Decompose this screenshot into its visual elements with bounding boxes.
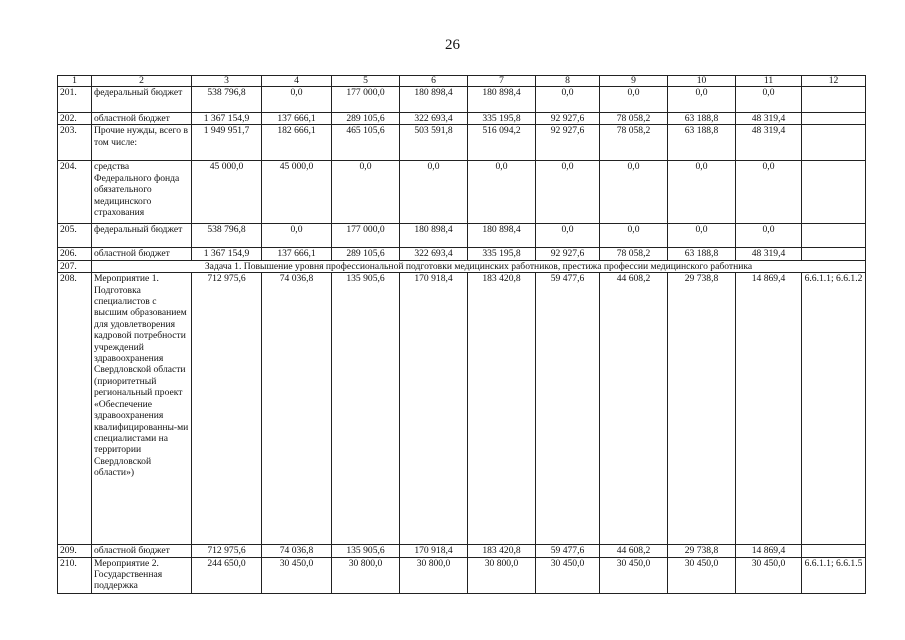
value-cell: 712 975,6 bbox=[192, 273, 262, 545]
value-cell: 30 450,0 bbox=[536, 557, 600, 593]
value-cell: 0,0 bbox=[736, 161, 802, 224]
row-label: Мероприятие 1. Подготовка специалистов с высшим образованием для удовлетворения кадровой потребности учреждений здравоохранения Свердловской области (приоритетный региональный проект «Обеспечение здравоохранения квалифицированны-ми специалистами на территории Свердловской области») bbox=[92, 273, 192, 545]
table-row bbox=[58, 161, 866, 224]
value-cell: 63 188,8 bbox=[668, 113, 736, 125]
task-row bbox=[58, 260, 866, 272]
page-number: 26 bbox=[445, 37, 460, 53]
value-cell: 30 800,0 bbox=[332, 557, 400, 593]
row-label: Мероприятие 2. Государственная поддержка bbox=[92, 557, 192, 593]
column-header: 7 bbox=[468, 76, 536, 87]
value-cell: 44 608,2 bbox=[600, 273, 668, 545]
row-number: 205. bbox=[58, 224, 92, 248]
value-cell: 465 105,6 bbox=[332, 125, 400, 161]
target-indicator: 6.6.1.1; 6.6.1.2 bbox=[802, 273, 866, 545]
value-cell: 14 869,4 bbox=[736, 273, 802, 545]
value-cell: 1 949 951,7 bbox=[192, 125, 262, 161]
value-cell: 177 000,0 bbox=[332, 224, 400, 248]
value-cell: 538 796,8 bbox=[192, 87, 262, 113]
value-cell: 44 608,2 bbox=[600, 545, 668, 557]
value-cell: 30 800,0 bbox=[468, 557, 536, 593]
value-cell: 45 000,0 bbox=[192, 161, 262, 224]
target-indicator bbox=[802, 161, 866, 224]
value-cell: 1 367 154,9 bbox=[192, 248, 262, 260]
value-cell: 48 319,4 bbox=[736, 248, 802, 260]
table-row bbox=[58, 87, 866, 113]
column-header: 9 bbox=[600, 76, 668, 87]
value-cell: 244 650,0 bbox=[192, 557, 262, 593]
column-header: 6 bbox=[400, 76, 468, 87]
row-number: 204. bbox=[58, 161, 92, 224]
value-cell: 63 188,8 bbox=[668, 248, 736, 260]
value-cell: 503 591,8 bbox=[400, 125, 468, 161]
row-label: федеральный бюджет bbox=[92, 87, 192, 113]
value-cell: 0,0 bbox=[468, 161, 536, 224]
value-cell: 92 927,6 bbox=[536, 113, 600, 125]
target-indicator bbox=[802, 248, 866, 260]
column-header: 5 bbox=[332, 76, 400, 87]
value-cell: 170 918,4 bbox=[400, 545, 468, 557]
target-indicator: 6.6.1.1; 6.6.1.5 bbox=[802, 557, 866, 593]
task-title: Задача 1. Повышение уровня профессиональной подготовки медицинских работников, престижа профессии медицинского работника bbox=[92, 260, 866, 272]
table-row bbox=[58, 273, 866, 545]
column-header: 10 bbox=[668, 76, 736, 87]
value-cell: 0,0 bbox=[536, 224, 600, 248]
value-cell: 30 450,0 bbox=[600, 557, 668, 593]
value-cell: 0,0 bbox=[668, 224, 736, 248]
value-cell: 516 094,2 bbox=[468, 125, 536, 161]
row-label: Прочие нужды, всего в том числе: bbox=[92, 125, 192, 161]
target-indicator bbox=[802, 224, 866, 248]
value-cell: 48 319,4 bbox=[736, 125, 802, 161]
value-cell: 59 477,6 bbox=[536, 273, 600, 545]
value-cell: 137 666,1 bbox=[262, 113, 332, 125]
row-label: средства Федерального фонда обязательного медицинского страхования bbox=[92, 161, 192, 224]
value-cell: 1 367 154,9 bbox=[192, 113, 262, 125]
value-cell: 177 000,0 bbox=[332, 87, 400, 113]
value-cell: 335 195,8 bbox=[468, 248, 536, 260]
table-row bbox=[58, 545, 866, 557]
column-header: 4 bbox=[262, 76, 332, 87]
column-header: 11 bbox=[736, 76, 802, 87]
row-number: 208. bbox=[58, 273, 92, 545]
table-row bbox=[58, 224, 866, 248]
column-header: 8 bbox=[536, 76, 600, 87]
value-cell: 29 738,8 bbox=[668, 273, 736, 545]
row-label: областной бюджет bbox=[92, 113, 192, 125]
column-header: 1 bbox=[58, 76, 92, 87]
value-cell: 183 420,8 bbox=[468, 545, 536, 557]
value-cell: 0,0 bbox=[736, 87, 802, 113]
row-label: федеральный бюджет bbox=[92, 224, 192, 248]
value-cell: 0,0 bbox=[600, 161, 668, 224]
value-cell: 0,0 bbox=[536, 87, 600, 113]
value-cell: 0,0 bbox=[262, 224, 332, 248]
value-cell: 30 450,0 bbox=[736, 557, 802, 593]
value-cell: 78 058,2 bbox=[600, 113, 668, 125]
row-label: областной бюджет bbox=[92, 248, 192, 260]
value-cell: 74 036,8 bbox=[262, 545, 332, 557]
target-indicator bbox=[802, 125, 866, 161]
column-header: 3 bbox=[192, 76, 262, 87]
value-cell: 48 319,4 bbox=[736, 113, 802, 125]
value-cell: 92 927,6 bbox=[536, 125, 600, 161]
value-cell: 180 898,4 bbox=[468, 87, 536, 113]
value-cell: 78 058,2 bbox=[600, 248, 668, 260]
value-cell: 0,0 bbox=[668, 161, 736, 224]
row-number: 210. bbox=[58, 557, 92, 593]
table-row bbox=[58, 113, 866, 125]
row-number: 209. bbox=[58, 545, 92, 557]
value-cell: 289 105,6 bbox=[332, 113, 400, 125]
row-number: 206. bbox=[58, 248, 92, 260]
column-header: 2 bbox=[92, 76, 192, 87]
value-cell: 182 666,1 bbox=[262, 125, 332, 161]
row-number: 207. bbox=[58, 260, 92, 272]
row-number: 203. bbox=[58, 125, 92, 161]
value-cell: 30 450,0 bbox=[262, 557, 332, 593]
target-indicator bbox=[802, 545, 866, 557]
value-cell: 30 450,0 bbox=[668, 557, 736, 593]
value-cell: 29 738,8 bbox=[668, 545, 736, 557]
value-cell: 135 905,6 bbox=[332, 545, 400, 557]
value-cell: 0,0 bbox=[262, 87, 332, 113]
table-row bbox=[58, 248, 866, 260]
value-cell: 712 975,6 bbox=[192, 545, 262, 557]
value-cell: 180 898,4 bbox=[400, 224, 468, 248]
value-cell: 0,0 bbox=[332, 161, 400, 224]
value-cell: 322 693,4 bbox=[400, 248, 468, 260]
value-cell: 78 058,2 bbox=[600, 125, 668, 161]
value-cell: 135 905,6 bbox=[332, 273, 400, 545]
row-label: областной бюджет bbox=[92, 545, 192, 557]
value-cell: 183 420,8 bbox=[468, 273, 536, 545]
budget-table bbox=[57, 75, 866, 594]
value-cell: 322 693,4 bbox=[400, 113, 468, 125]
value-cell: 137 666,1 bbox=[262, 248, 332, 260]
value-cell: 0,0 bbox=[400, 161, 468, 224]
value-cell: 335 195,8 bbox=[468, 113, 536, 125]
value-cell: 30 800,0 bbox=[400, 557, 468, 593]
target-indicator bbox=[802, 113, 866, 125]
value-cell: 170 918,4 bbox=[400, 273, 468, 545]
value-cell: 0,0 bbox=[600, 87, 668, 113]
value-cell: 0,0 bbox=[600, 224, 668, 248]
column-header: 12 bbox=[802, 76, 866, 87]
table-row bbox=[58, 557, 866, 593]
value-cell: 0,0 bbox=[536, 161, 600, 224]
value-cell: 0,0 bbox=[668, 87, 736, 113]
value-cell: 45 000,0 bbox=[262, 161, 332, 224]
target-indicator bbox=[802, 87, 866, 113]
value-cell: 180 898,4 bbox=[400, 87, 468, 113]
value-cell: 180 898,4 bbox=[468, 224, 536, 248]
value-cell: 74 036,8 bbox=[262, 273, 332, 545]
value-cell: 59 477,6 bbox=[536, 545, 600, 557]
row-number: 202. bbox=[58, 113, 92, 125]
value-cell: 0,0 bbox=[736, 224, 802, 248]
value-cell: 289 105,6 bbox=[332, 248, 400, 260]
table-row bbox=[58, 125, 866, 161]
row-number: 201. bbox=[58, 87, 92, 113]
value-cell: 92 927,6 bbox=[536, 248, 600, 260]
value-cell: 63 188,8 bbox=[668, 125, 736, 161]
table-header-row bbox=[58, 76, 866, 87]
value-cell: 14 869,4 bbox=[736, 545, 802, 557]
value-cell: 538 796,8 bbox=[192, 224, 262, 248]
